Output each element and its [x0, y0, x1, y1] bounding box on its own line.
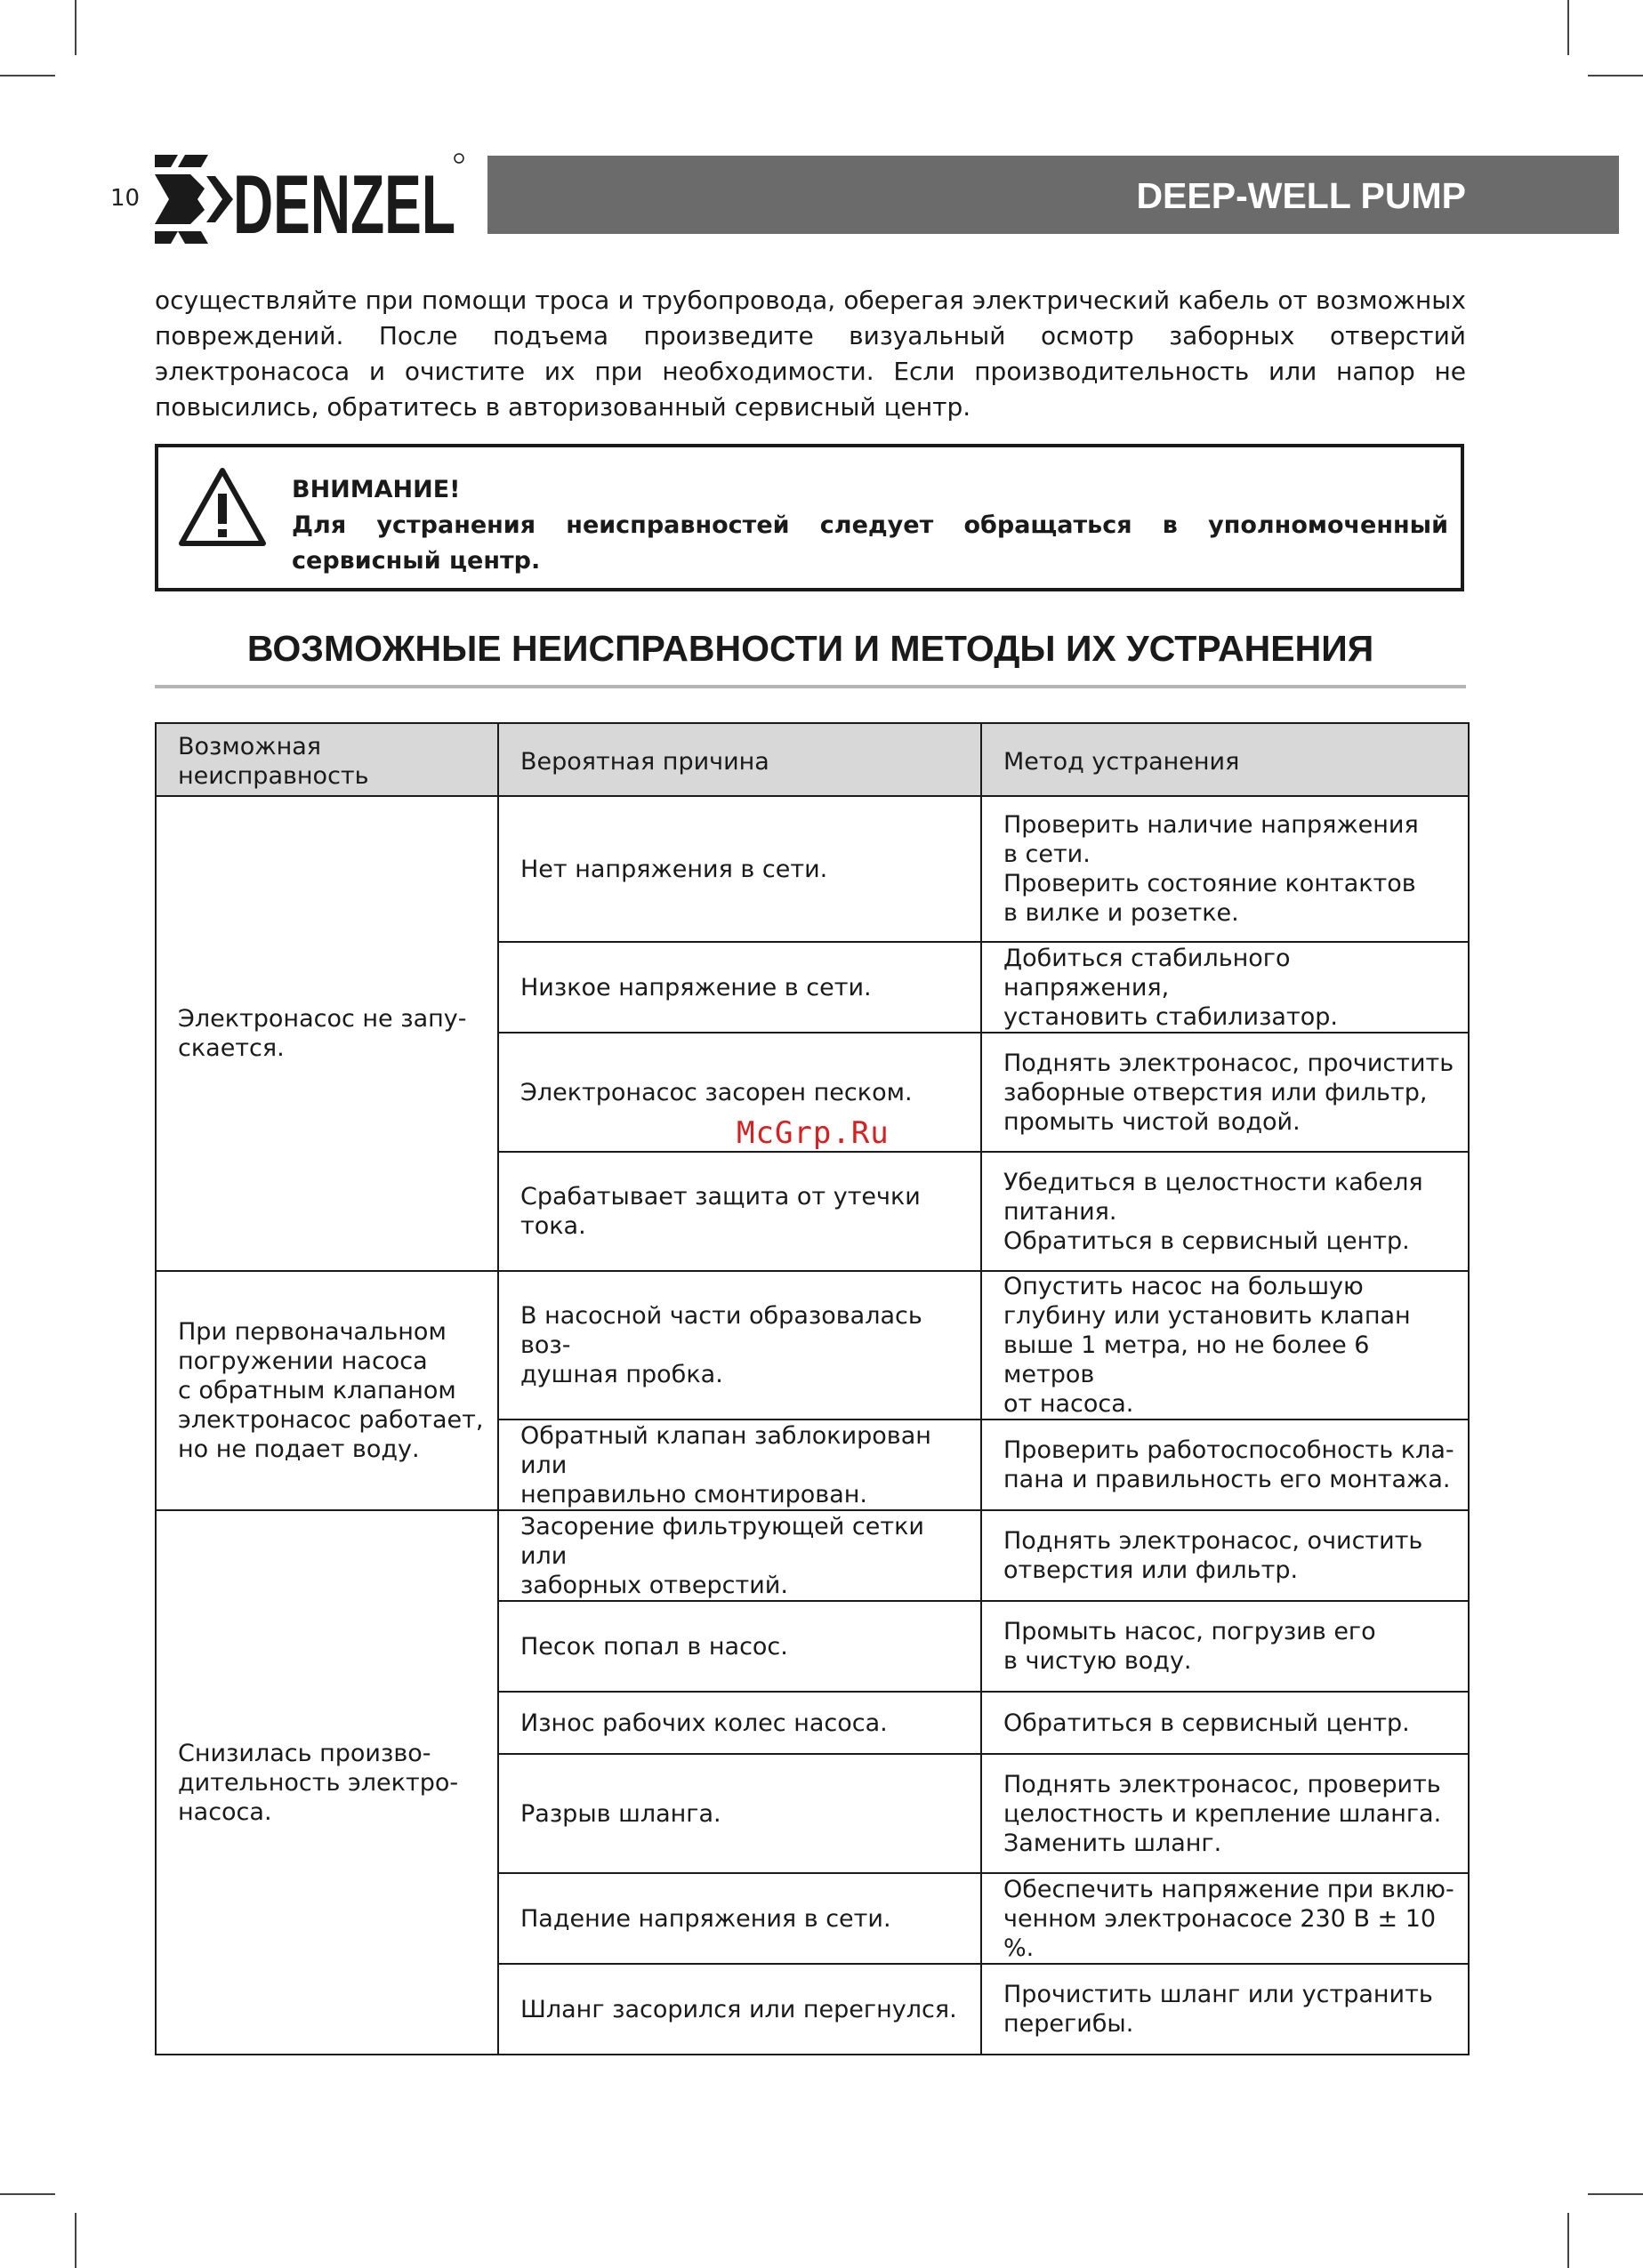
crop-mark — [75, 0, 77, 55]
column-header-remedy: Метод устранения — [981, 723, 1469, 796]
fault-cell: Электронасос не запу- скается. — [156, 796, 498, 1271]
crop-mark — [1567, 2213, 1569, 2268]
logo-wordmark: DENZEL — [233, 157, 455, 251]
cause-cell: Износ рабочих колес насоса. — [498, 1692, 981, 1754]
remedy-cell: Убедиться в целостности кабеля питания. Обратиться в сервисный центр. — [981, 1152, 1469, 1271]
table-row — [156, 796, 1469, 942]
cause-cell: Обратный клапан заблокирован или неправильно смонтирован. — [498, 1420, 981, 1510]
cause-cell: Песок попал в насос. — [498, 1601, 981, 1692]
remedy-cell: Поднять электронасос, проверить целостность и крепление шланга. Заменить шланг. — [981, 1754, 1469, 1873]
warning-body: Для устранения неисправностей следует обращаться в уполномоченный сервисный центр. — [292, 511, 1448, 575]
intro-paragraph: осуществляйте при помощи троса и трубопровода, оберегая электрический кабель от возможных повреждений. После подъема произведите визуальный осмотр заборных отверстий электронасоса и очистите их при необходимости. Если производительность или напор не повысились, обратитесь в авторизованный сервисный центр. — [155, 286, 1466, 422]
cause-cell: Нет напряжения в сети. — [498, 796, 981, 942]
table-row — [156, 1510, 1469, 1601]
denzel-emblem-icon — [155, 155, 233, 244]
column-header-fault: Возможная неисправность — [156, 723, 498, 796]
cause-cell: Электронасос засорен песком. — [498, 1033, 981, 1152]
warning-box — [155, 444, 1464, 591]
header-title: DEEP-WELL PUMP — [1136, 175, 1466, 216]
table-row — [156, 1271, 1469, 1420]
fault-cell: Снизилась произво- дительность электро- насоса. — [156, 1510, 498, 2055]
fault-cell: При первоначальном погружении насоса с обратным клапаном электронасос работает, но не подает воду. — [156, 1271, 498, 1510]
cause-cell: Засорение фильтрующей сетки или заборных отверстий. — [498, 1510, 981, 1601]
remedy-cell: Обеспечить напряжение при вклю- ченном электронасосе 230 В ± 10 %. — [981, 1873, 1469, 1964]
header-bar — [487, 156, 1619, 234]
remedy-cell: Добиться стабильного напряжения, установить стабилизатор. — [981, 942, 1469, 1033]
cause-cell: Шланг засорился или перегнулся. — [498, 1964, 981, 2055]
troubleshooting-table — [155, 722, 1470, 2055]
cause-cell: В насосной части образовалась воз- душная пробка. — [498, 1271, 981, 1420]
table-header-row — [156, 723, 1469, 796]
denzel-logo — [151, 149, 464, 249]
crop-mark — [1588, 75, 1643, 76]
watermark-text: McGrp.Ru — [737, 1115, 890, 1151]
remedy-cell: Обратиться в сервисный центр. — [981, 1692, 1469, 1754]
remedy-cell: Прочистить шланг или устранить перегибы. — [981, 1964, 1469, 2055]
page-number: 10 — [110, 185, 141, 212]
crop-mark — [75, 2213, 77, 2268]
remedy-cell: Проверить наличие напряжения в сети. Проверить состояние контактов в вилке и розетке. — [981, 796, 1469, 942]
warning-title: ВНИМАНИЕ! — [292, 476, 461, 503]
cause-cell: Низкое напряжение в сети. — [498, 942, 981, 1033]
crop-mark — [0, 75, 55, 76]
remedy-cell: Промыть насос, погрузив его в чистую воду. — [981, 1601, 1469, 1692]
warning-triangle-icon — [178, 467, 267, 547]
column-header-cause: Вероятная причина — [498, 723, 981, 796]
title-divider — [155, 685, 1466, 688]
crop-mark — [0, 2193, 55, 2195]
remedy-cell: Поднять электронасос, очистить отверстия или фильтр. — [981, 1510, 1469, 1601]
remedy-cell: Поднять электронасос, прочистить заборные отверстия или фильтр, промыть чистой водой. — [981, 1033, 1469, 1152]
cause-cell: Разрыв шланга. — [498, 1754, 981, 1873]
remedy-cell: Проверить работоспособность кла- пана и правильность его монтажа. — [981, 1420, 1469, 1510]
warning-text — [292, 472, 1448, 579]
section-title: ВОЗМОЖНЫЕ НЕИСПРАВНОСТИ И МЕТОДЫ ИХ УСТРАНЕНИЯ — [246, 628, 1374, 669]
crop-mark — [1567, 0, 1569, 55]
remedy-cell: Опустить насос на большую глубину или установить клапан выше 1 метра, но не более 6 метров от насоса. — [981, 1271, 1469, 1420]
crop-mark — [1588, 2193, 1643, 2195]
cause-cell: Падение напряжения в сети. — [498, 1873, 981, 1964]
cause-cell: Срабатывает защита от утечки тока. — [498, 1152, 981, 1271]
